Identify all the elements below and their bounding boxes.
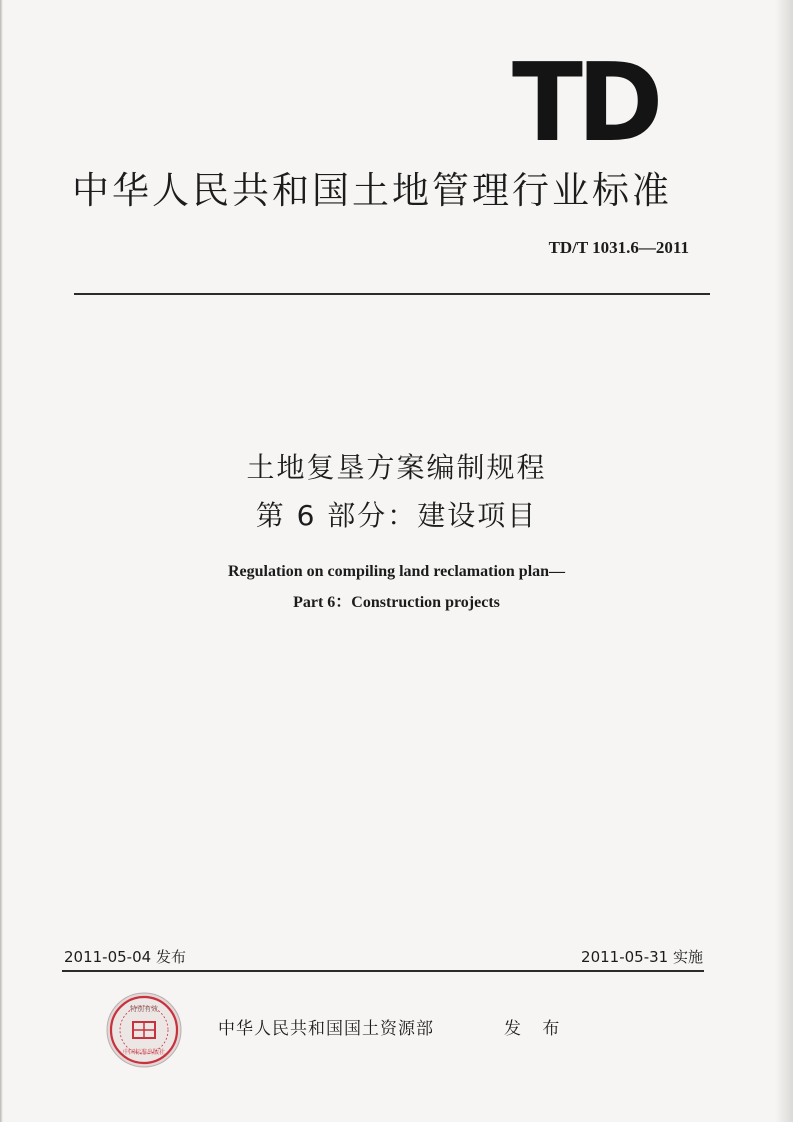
svg-text:特别有效: 特别有效: [130, 1005, 158, 1013]
header-divider: [74, 293, 710, 295]
title-cn-line1: 土地复垦方案编制规程: [246, 451, 547, 484]
implementation-date: 2011-05-31 实施: [581, 948, 703, 966]
title-en-line2: Part 6：Construction projects: [293, 594, 500, 611]
td-logo: TD: [512, 39, 658, 167]
footer-divider: [62, 970, 704, 972]
issue-date: 2011-05-04 发布: [64, 948, 186, 966]
svg-text:中国标准出版社: 中国标准出版社: [122, 1049, 166, 1056]
standard-number: TD/T 1031.6—2011: [548, 238, 689, 257]
title-en-line1: Regulation on compiling land reclamation plan—: [227, 563, 566, 580]
industry-standard-title: 中华人民共和国土地管理行业标准: [72, 169, 672, 212]
publisher-seal-stamp: [104, 990, 184, 1070]
publish-label: 发 布: [504, 1019, 568, 1039]
title-cn-line2: 第 6 部分：建设项目: [255, 499, 538, 532]
page-edge-right: [775, 0, 793, 1122]
publisher-name: 中华人民共和国国土资源部: [218, 1019, 434, 1039]
page-edge-left: [0, 0, 3, 1122]
